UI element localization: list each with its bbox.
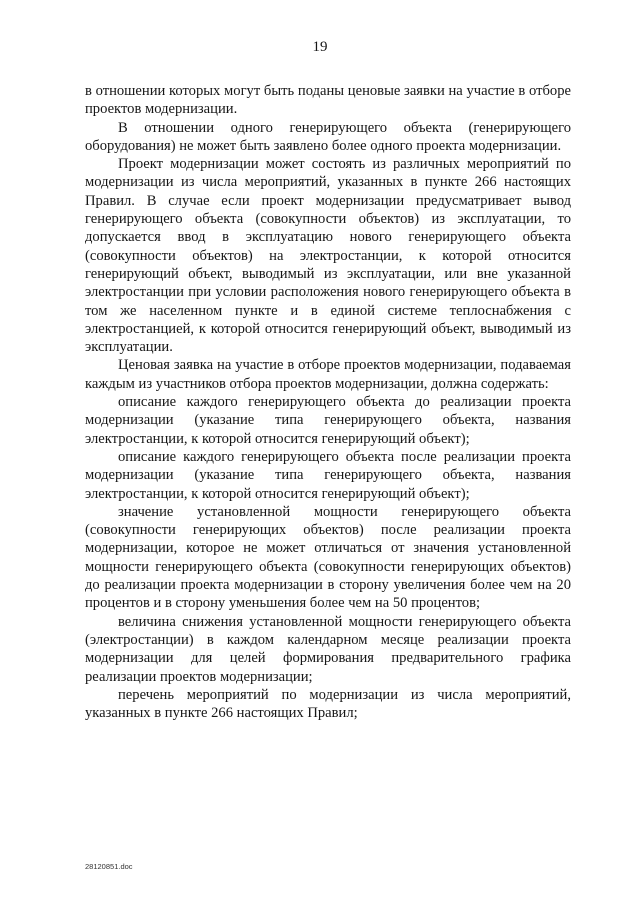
list-item-description-after: описание каждого генерирующего объекта после реализации проекта модернизации (указание типа генерирующего объекта, названия электростанции, к которой относится генерирующий объект); [85,448,571,502]
paragraph-project-composition: Проект модернизации может состоять из различных мероприятий по модернизации из числа мероприятий, указанных в пункте 266 настоящих Правил. В случае если проект модернизации предусматривает вывод генерирующего объекта (совокупности объектов) из эксплуатации, то допускается ввод в эксплуатацию нового генерирующего объекта (совокупности объектов) на электростанции, к которой относится генерирующий объект, выводимый из эксплуатации, или вне указанной электростанции при условии расположения нового генерирующего объекта в том же населенном пункте и в единой системе теплоснабжения с электростанцией, к которой относится генерирующий объект, выводимый из эксплуатации. [85,156,571,356]
paragraph-price-bid-contents: Ценовая заявка на участие в отборе проектов модернизации, подаваемая каждым из участников отбора проектов модернизации, должна содержать: [85,357,571,392]
footer-filename: 28120851.doc [85,862,133,871]
page-number: 19 [312,39,328,55]
list-item-description-before: описание каждого генерирующего объекта до реализации проекта модернизации (указание типа генерирующего объекта, названия электростанции, к которой относится генерирующий объект); [85,394,571,447]
paragraph-single-project-rule: В отношении одного генерирующего объекта (генерирующего оборудования) не может быть заявлено более одного проекта модернизации. [85,119,571,154]
paragraph-continuation: в отношении которых могут быть поданы ценовые заявки на участие в отборе проектов модернизации. [85,83,571,118]
document-body [85,82,571,722]
list-item-measures-list: перечень мероприятий по модернизации из числа мероприятий, указанных в пункте 266 настоящих Правил; [85,686,571,722]
list-item-capacity-reduction: величина снижения установленной мощности генерирующего объекта (электростанции) в каждом календарном месяце реализации проекта модернизации для целей формирования предварительного графика реализации проектов модернизации; [85,613,571,685]
list-item-installed-capacity: значение установленной мощности генерирующего объекта (совокупности генерирующих объектов) после реализации проекта модернизации, которое не может отличаться от значения установленной мощности генерирующего объекта (совокупности генерирующих объектов) до реализации проекта модернизации в сторону увеличения более чем на 20 процентов и в сторону уменьшения более чем на 50 процентов; [85,503,571,612]
